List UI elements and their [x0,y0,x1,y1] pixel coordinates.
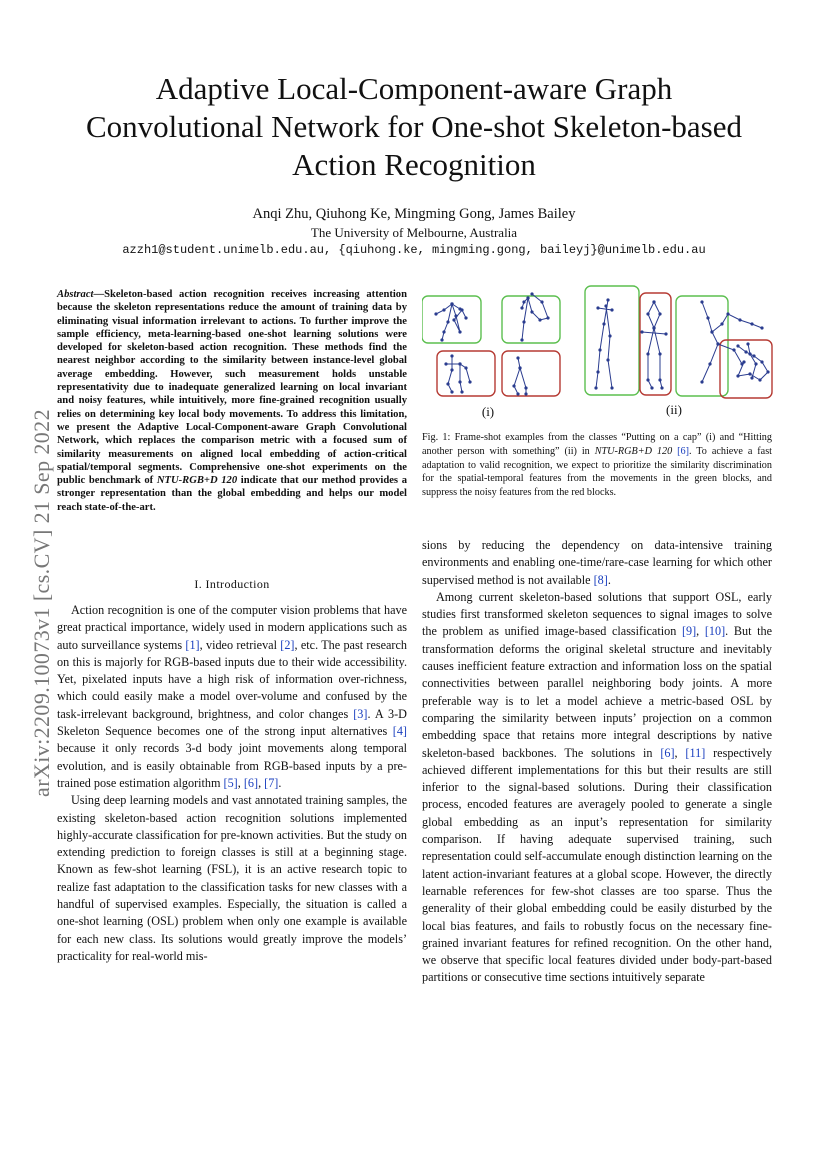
skeleton-joint [658,352,661,355]
skeleton-joint [610,308,613,311]
skeleton-joint [434,312,437,315]
skeleton-joint [652,300,655,303]
skeleton-joint [646,312,649,315]
skeleton-joint [594,386,597,389]
citation-link[interactable]: [10] [704,624,726,639]
arxiv-stamp-text: arXiv:2209.10073v1 [cs.CV] 21 Sep 2022 [29,409,54,797]
skeleton-joint [444,362,447,365]
skeleton-joint [546,316,549,319]
citation-link[interactable]: [9] [681,624,697,639]
skeleton-joint [760,326,763,329]
skeleton-joint [754,362,757,365]
skeleton-joint [652,326,655,329]
citation-link[interactable]: [4] [392,724,407,739]
paragraph: Among current skeleton-based solutions that support OSL, early studies first transformed skeleton sequences to signal images to solve the problem as unified image-based classification [9], [10]. But the transformation deforms the original skeletal structure and inevitably causes inefficient feature extraction and information loss on the spatial connectivities between parallel neighboring body joints. A more preferable way is to let a model achieve a metric-based OSL by comparing the similarity between inputs’ projection on a common embedding space that retains more integral descriptions by native skeleton-based backbones. The solutions in [6], [11] respectively achieved different implementations for this but their results are still inferior to the signal-based solutions. During their classification process, encoded features are averagely pooled to generate a single global embedding as an input’s representation for similarity comparison. If having adequate supervised training, such representation could self-accumulate enough distinction learning on the latent action-invariant features at a global scope. However, the directly learnable references for few-shot classes are too sparse. Thus the generality of their global embedding could be easily disturbed by the local bias features, and fails to robustly focus on the necessary fine-grained invariant features for refined recognition. On the other hand, we observe that specific local features divided under body-part-based partitions or consecutive time sections intuitively separate [422,589,773,985]
title-line: Action Recognition [292,147,536,182]
skeleton-joint [658,378,661,381]
skeleton-joint [700,380,703,383]
skeleton-joint [664,332,667,335]
skeleton-joint [732,348,735,351]
abstract-dataset: NTU-RGB+D 120 [156,475,238,487]
skeleton-joint [710,330,713,333]
skeleton-joint [726,312,729,315]
skeleton-joint [450,390,453,393]
skeleton-joint [454,314,457,317]
skeleton-joint [738,318,741,321]
title-line: Convolutional Network for One-shot Skeleton-based [85,109,743,144]
skeleton-joint [660,386,663,389]
skeleton-joint [538,318,541,321]
skeleton-joint [458,380,461,383]
skeleton-joint [450,354,453,357]
skeleton-joint [706,316,709,319]
skeleton-joint [598,348,601,351]
skeleton-joint [700,300,703,303]
skeleton-joint [450,302,453,305]
skeleton-joint [464,366,467,369]
skeleton-joint [524,392,527,395]
skeleton-joint [602,322,605,325]
author-list: Anqi Zhu, Qiuhong Ke, Mingming Gong, James Bailey [252,206,576,222]
abstract [57,288,407,514]
figure-label-ii: (ii) [666,402,682,417]
skeleton-joint [530,292,533,295]
citation-link[interactable]: [6] [677,445,689,457]
red-block [437,351,495,396]
skeleton-joint [646,378,649,381]
right-column [422,537,772,987]
skeleton-joint [458,330,461,333]
citation-link[interactable]: [2] [280,637,295,652]
skeleton-joint [736,344,739,347]
skeleton-joint [530,310,533,313]
citation-link[interactable]: [11] [685,745,706,760]
paragraph: sions by reducing the dependency on data-intensive training environments and enabling one-time/rare-case learning for which other supervised method is not available [8]. [422,538,772,587]
skeleton-joint [540,300,543,303]
paragraph: Action recognition is one of the computer vision problems that have great practical importance, widely used in modern applications such as auto surveillance systems [1], video retrieval [2], etc. The past research on this is majorly for RGB-based inputs due to their wide accessibility. Yet, pixelated inputs have a high risk of information over-richness, which could easily make a model over-volume and confused by the task-irrelevant background, brightness, and color changes [3]. A 3-D Skeleton Sequence becomes one of the strong input alternatives [4] because it only records 3-d body joint movements along temporal evolution, and is easily obtainable from RGB-based inputs by a pre-trained pose estimation algorithm [5], [6], [7]. [57,603,407,790]
skeleton-joint [742,360,745,363]
figure-caption: Fig. 1: Frame-shot examples from the classes “Putting on a cap” (i) and “Hitting another person with something” (ii) in NTU-RGB+D 120 [6]. To achieve a fast adaptation to valid recognition, we expect to prioritize the similarity discrimination for the spatial-temporal features from the movements in the green blocks, and suppress the noisy features from the red blocks. [422,432,773,499]
citation-link[interactable]: [3] [353,706,368,721]
skeleton-joint [720,322,723,325]
skeleton-joint [650,386,653,389]
paper-title [40,70,788,184]
citation-link[interactable]: [5] [223,775,238,790]
skeleton-joint [760,360,763,363]
skeleton-joint [748,352,751,355]
affiliation: The University of Melbourne, Australia [310,225,518,240]
citation-link[interactable]: [8] [593,572,608,587]
skeleton-joint [526,296,529,299]
skeleton-joint [610,386,613,389]
figure-label-i: (i) [481,404,495,419]
figure-1 [422,284,778,424]
abstract-tail: indicate that our method provides a stronger representation than the global embedding and helps our model reach state-of-the-art. [57,475,407,513]
skeleton-joint [746,342,749,345]
skeleton-joint [596,370,599,373]
left-column [57,602,407,965]
skeleton-joint [516,392,519,395]
skeleton-joint [524,386,527,389]
abstract-text: —Skeleton-based action recognition receives increasing attention because the skeleton representations reduce the amount of training data by eliminating visual information irrelevant to actions. To further improve the sample efficiency, meta-learning-based one-shot learning solutions were developed for skeleton-based action recognition. These methods find the nearest neighbor according to the similarity between instance-level global average embedding. However, such measurement holds unstable representativity due to inadequate generalized learning on local invariant and noisy features, while intuitively, more fine-grained recognition usually relies on determining key local body movements. To address this limitation, we present the Adaptive Local-Component-aware Graph Convolutional Network, which replaces the comparison metric with a focused sum of similarity measurements on aligned local embedding of action-critical spatial/temporal segments. Comprehensive one-shot experiments on the public benchmark of [57,289,407,487]
skeleton-joint [606,298,609,301]
skeleton-joint [458,362,461,365]
figure-1-graphic [422,284,778,424]
skeleton-joint [596,306,599,309]
title-line: Adaptive Local-Component-aware Graph [155,71,673,106]
green-block [585,286,639,395]
skeleton-joint [442,308,445,311]
citation-link[interactable]: [7] [264,775,279,790]
citation-link[interactable]: [6] [660,745,675,760]
skeleton-joint [468,380,471,383]
skeleton-joint [522,300,525,303]
section-heading: I. Introduction [194,577,270,591]
skeleton-joint [708,362,711,365]
red-block [502,351,560,396]
skeleton-joint [758,378,761,381]
skeleton-joint [766,370,769,373]
citation-link[interactable]: [1] [185,637,200,652]
skeleton-joint [752,354,755,357]
skeleton-joint [442,330,445,333]
skeleton-joint [440,338,443,341]
author-emails: azzh1@student.unimelb.edu.au, {qiuhong.ke, mingming.gong, baileyj}@unimelb.edu.au [122,243,706,257]
skeleton-joint [748,372,751,375]
skeleton-joint [450,368,453,371]
skeleton-joint [518,366,521,369]
skeleton-joint [744,350,747,353]
skeleton-joint [736,374,739,377]
skeleton-joint [750,322,753,325]
skeleton-joint [460,390,463,393]
skeleton-joint [520,306,523,309]
citation-link[interactable]: [6] [243,775,259,790]
skeleton-joint [520,338,523,341]
red-block [640,293,671,395]
skeleton-joint [716,342,719,345]
skeleton-joint [608,334,611,337]
skeleton-joint [750,376,753,379]
skeleton-joint [452,318,455,321]
skeleton-joint [658,312,661,315]
skeleton-joint [522,320,525,323]
skeleton-joint [604,304,607,307]
skeleton-joint [464,316,467,319]
skeleton-joint [606,358,609,361]
skeleton-joint [646,352,649,355]
skeleton-joint [516,356,519,359]
skeleton-joint [512,384,515,387]
skeleton-joint [460,308,463,311]
abstract-lead: Abstract [57,289,94,300]
green-block [502,296,560,343]
paragraph: Using deep learning models and vast annotated training samples, the existing skeleton-based action recognition solutions implemented highly-accurate classification for pre-known activities. But the study on extending prediction to foreign classes is still at a beginning stage. Known as few-shot learning (FSL), it is an active research topic to realize fast adaptation to the classification tasks for new classes with a handful of supervised examples. Especially, the situation is called a one-shot learning (OSL) problem when only one example is available for each new class. Its solutions would greatly improve the models’ practicality for real-world mis- [57,793,407,963]
skeleton-joint [446,382,449,385]
skeleton-joint [640,330,643,333]
skeleton-joint [446,320,449,323]
